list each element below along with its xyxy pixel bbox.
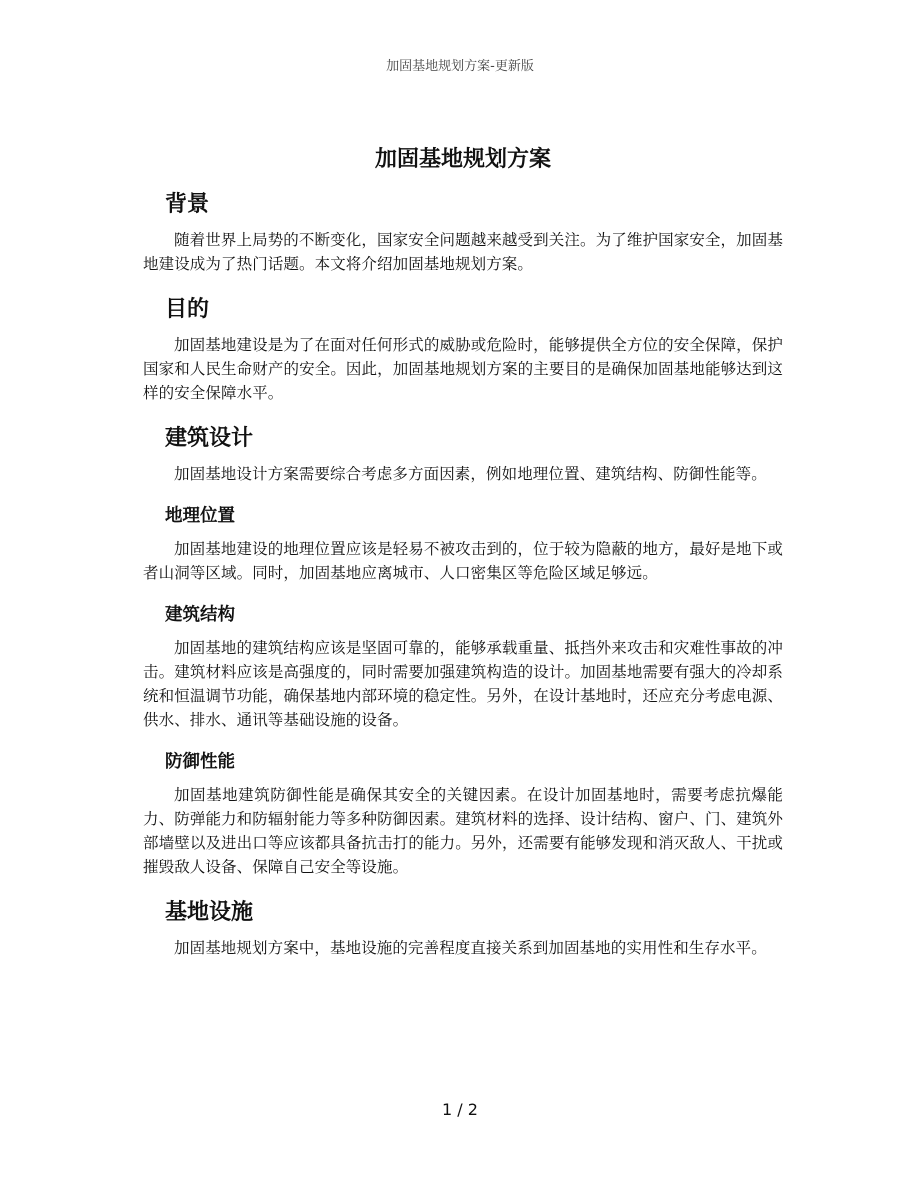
document-title: 加固基地规划方案 — [374, 147, 551, 172]
page-header: 加固基地规划方案-更新版 — [386, 59, 534, 74]
page-number: 1 / 2 — [442, 1100, 478, 1119]
heading-facilities: 基地设施 — [165, 900, 254, 925]
paragraph-location: 加固基地建设的地理位置应该是轻易不被攻击到的，位于较为隐蔽的地方，最好是地下或者山洞等区域。同时，加固基地应离城市、人口密集区等危险区域足够远。 — [143, 540, 783, 582]
paragraph-architectural-design: 加固基地设计方案需要综合考虑多方面因素，例如地理位置、建筑结构、防御性能等。 — [174, 465, 767, 483]
paragraph-structure: 加固基地的建筑结构应该是坚固可靠的，能够承载重量、抵挡外来攻击和灾难性事故的冲击。建筑材料应该是高强度的，同时需要加强建筑构造的设计。加固基地需要有强大的冷却系统和恒温调节功能，确保基地内部环境的稳定性。另外，在设计基地时，还应充分考虑电源、供水、排水、通讯等基础设施的设备。 — [143, 639, 783, 729]
paragraph-defense: 加固基地建筑防御性能是确保其安全的关键因素。在设计加固基地时，需要考虑抗爆能力、防弹能力和防辐射能力等多种防御因素。建筑材料的选择、设计结构、窗户、门、建筑外部墙壁以及进出口等应该都具备抗击打的能力。另外，还需要有能够发现和消灭敌人、干扰或摧毁敌人设备、保障自己安全等设施。 — [143, 786, 783, 876]
heading-purpose: 目的 — [165, 297, 210, 322]
paragraph-purpose: 加固基地建设是为了在面对任何形式的威胁或危险时，能够提供全方位的安全保障，保护国家和人民生命财产的安全。因此，加固基地规划方案的主要目的是确保加固基地能够达到这样的安全保障水平。 — [143, 336, 783, 402]
heading-background: 背景 — [165, 192, 210, 217]
paragraph-facilities: 加固基地规划方案中，基地设施的完善程度直接关系到加固基地的实用性和生存水平。 — [174, 939, 767, 957]
subheading-structure: 建筑结构 — [165, 605, 235, 625]
heading-architectural-design: 建筑设计 — [165, 426, 254, 451]
paragraph-background: 随着世界上局势的不断变化，国家安全问题越来越受到关注。为了维护国家安全，加固基地建设成为了热门话题。本文将介绍加固基地规划方案。 — [143, 231, 783, 273]
subheading-location: 地理位置 — [165, 506, 235, 526]
document-body — [143, 142, 783, 976]
subheading-defense: 防御性能 — [165, 752, 235, 772]
